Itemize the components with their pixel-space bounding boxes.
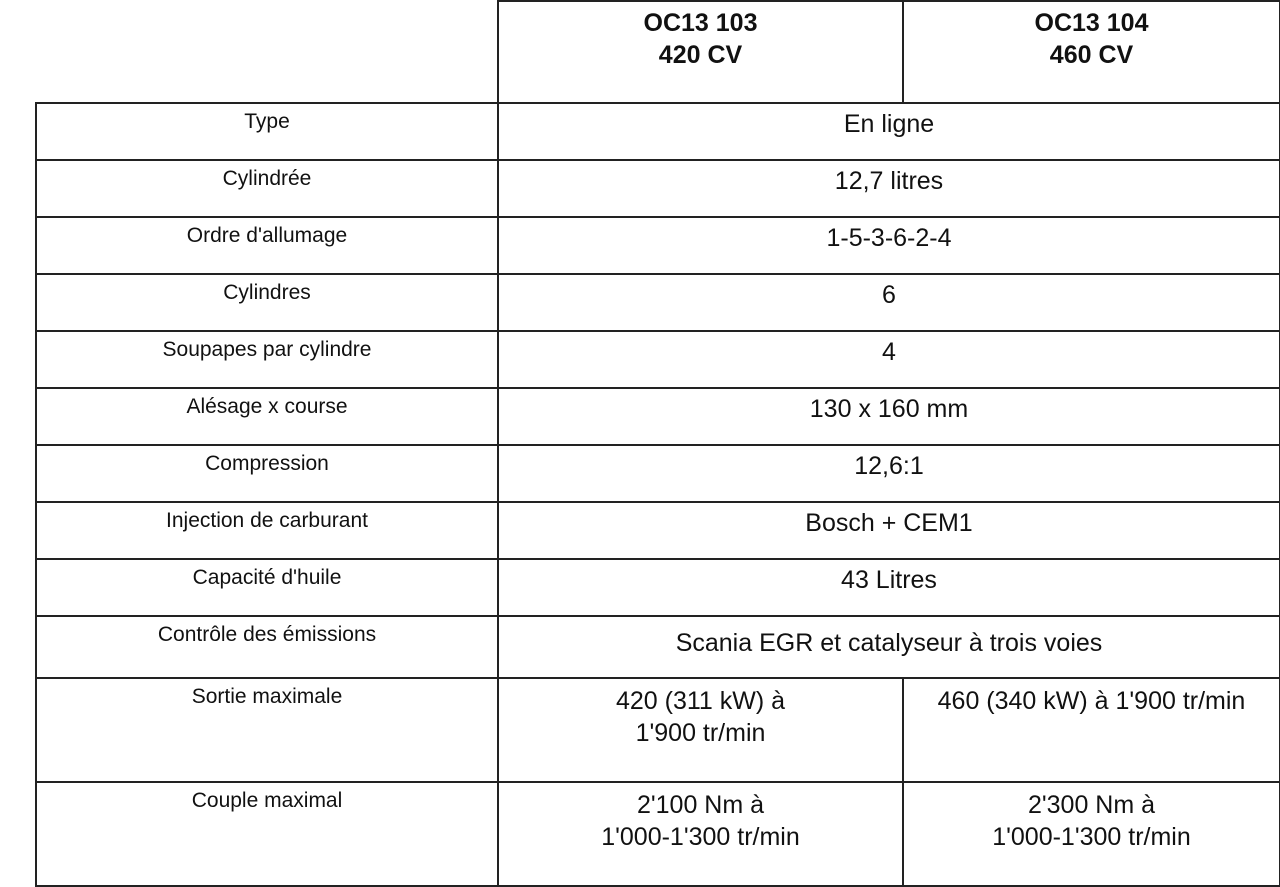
engine-spec-table	[35, 0, 1280, 887]
spec-row-max-output	[36, 678, 1280, 782]
spec-value: En ligne	[498, 103, 1280, 160]
spec-label: Alésage x course	[36, 388, 498, 445]
spec-row-firing-order	[36, 217, 1280, 274]
spec-label: Cylindres	[36, 274, 498, 331]
spec-value: 6	[498, 274, 1280, 331]
spec-label: Type	[36, 103, 498, 160]
spec-label: Soupapes par cylindre	[36, 331, 498, 388]
value-line: 420 (311 kW) à	[615, 687, 786, 715]
spec-row-compression	[36, 445, 1280, 502]
spec-label: Couple maximal	[36, 782, 498, 886]
spec-value: 43 Litres	[498, 559, 1280, 616]
spec-value: Scania EGR et catalyseur à trois voies	[498, 616, 1280, 678]
spec-label: Compression	[36, 445, 498, 502]
spec-row-emissions-control	[36, 616, 1280, 678]
spec-label: Sortie maximale	[36, 678, 498, 782]
spec-row-fuel-injection	[36, 502, 1280, 559]
value-line: 1'000-1'300 tr/min	[992, 823, 1191, 851]
spec-label: Capacité d'huile	[36, 559, 498, 616]
spec-value-oc13-104	[903, 782, 1280, 886]
model-code: OC13 104	[1034, 9, 1149, 37]
spec-value: 4	[498, 331, 1280, 388]
spec-row-max-torque	[36, 782, 1280, 886]
spec-value: 1-5-3-6-2-4	[498, 217, 1280, 274]
spec-label: Injection de carburant	[36, 502, 498, 559]
spec-value: 130 x 160 mm	[498, 388, 1280, 445]
spec-label: Cylindrée	[36, 160, 498, 217]
value-line: 460 (340 kW) à 1'900 tr/min	[937, 687, 1246, 715]
spec-label: Ordre d'allumage	[36, 217, 498, 274]
spec-value-oc13-104	[903, 678, 1280, 782]
spec-row-displacement	[36, 160, 1280, 217]
model-code: OC13 103	[643, 9, 758, 37]
value-line: 2'100 Nm à	[636, 791, 765, 819]
header-row	[36, 1, 1280, 103]
empty-corner-cell	[36, 1, 498, 103]
spec-row-valves	[36, 331, 1280, 388]
spec-value-oc13-103	[498, 678, 903, 782]
spec-label: Contrôle des émissions	[36, 616, 498, 678]
spec-value: 12,6:1	[498, 445, 1280, 502]
spec-row-oil-capacity	[36, 559, 1280, 616]
spec-value-oc13-103	[498, 782, 903, 886]
model-header-oc13-104	[903, 1, 1280, 103]
model-power: 420 CV	[658, 41, 743, 69]
value-line: 2'300 Nm à	[1027, 791, 1156, 819]
model-header-oc13-103	[498, 1, 903, 103]
value-line: 1'900 tr/min	[635, 719, 766, 747]
spec-row-cylinders	[36, 274, 1280, 331]
spec-value: Bosch + CEM1	[498, 502, 1280, 559]
value-line: 1'000-1'300 tr/min	[601, 823, 800, 851]
spec-row-type	[36, 103, 1280, 160]
spec-value: 12,7 litres	[498, 160, 1280, 217]
model-power: 460 CV	[1049, 41, 1134, 69]
spec-row-bore-stroke	[36, 388, 1280, 445]
